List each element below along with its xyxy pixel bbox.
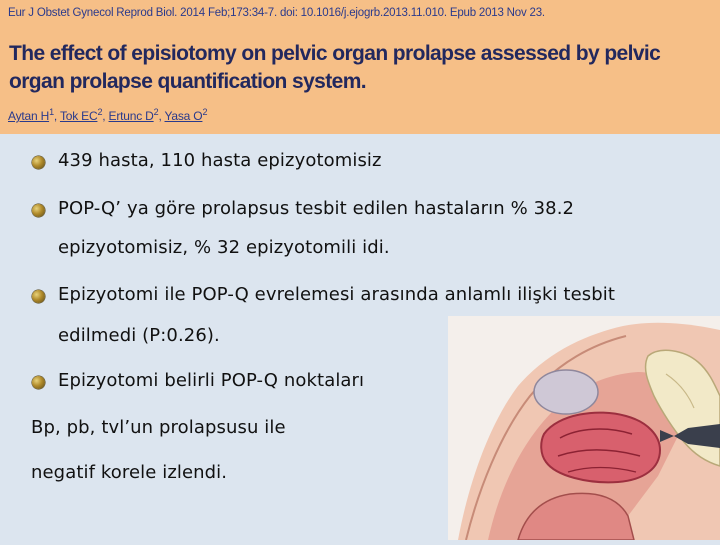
author-affiliation: 2: [97, 107, 103, 117]
bullet-icon: [32, 156, 45, 169]
author-link[interactable]: Yasa O: [164, 109, 203, 123]
author-link[interactable]: Tok EC: [59, 109, 98, 123]
author-separator: ,: [53, 109, 60, 123]
bullet-text: Epizyotomi belirli POP-Q noktaları: [58, 370, 365, 391]
bullet-text: Epizyotomi ile POP-Q evrelemesi arasında anlamlı ilişki tesbit: [58, 284, 616, 305]
author-list: [8, 107, 207, 123]
author-affiliation: 1: [49, 107, 54, 117]
body-text: Bp, pb, tvl’un prolapsusu ile: [31, 417, 286, 438]
author-link[interactable]: Ertunc D: [108, 109, 154, 123]
bullet-text: POP-Q’ ya göre prolapsus tesbit edilen hastaların % 38.2: [58, 198, 575, 219]
pelvic-anatomy-illustration: [448, 316, 720, 540]
author-affiliation: 2: [153, 107, 159, 117]
bullet-text: 439 hasta, 110 hasta epizyotomisiz: [58, 150, 382, 171]
author-link[interactable]: Aytan H: [8, 109, 50, 123]
citation-line[interactable]: Eur J Obstet Gynecol Reprod Biol. 2014 Feb;173:34-7. doi: 10.1016/j.ejogrb.2013.11.010. Epub 2013 Nov 23.: [8, 7, 545, 19]
bullet-icon: [32, 376, 45, 389]
bullet-icon: [32, 204, 45, 217]
author-separator: ,: [158, 109, 165, 123]
author-affiliation: 2: [202, 107, 208, 117]
article-header: [0, 0, 720, 134]
anatomy-drawing: [448, 316, 720, 540]
bullet-text-continued: edilmedi (P:0.26).: [58, 325, 220, 346]
body-text: negatif korele izlendi.: [31, 462, 228, 483]
bullet-icon: [32, 290, 45, 303]
bullet-text-continued: epizyotomisiz, % 32 epizyotomili idi.: [58, 237, 390, 258]
author-separator: ,: [102, 109, 109, 123]
article-title: The effect of episiotomy on pelvic organ prolapse assessed by pelvic organ prolapse quantification system.: [9, 42, 661, 93]
